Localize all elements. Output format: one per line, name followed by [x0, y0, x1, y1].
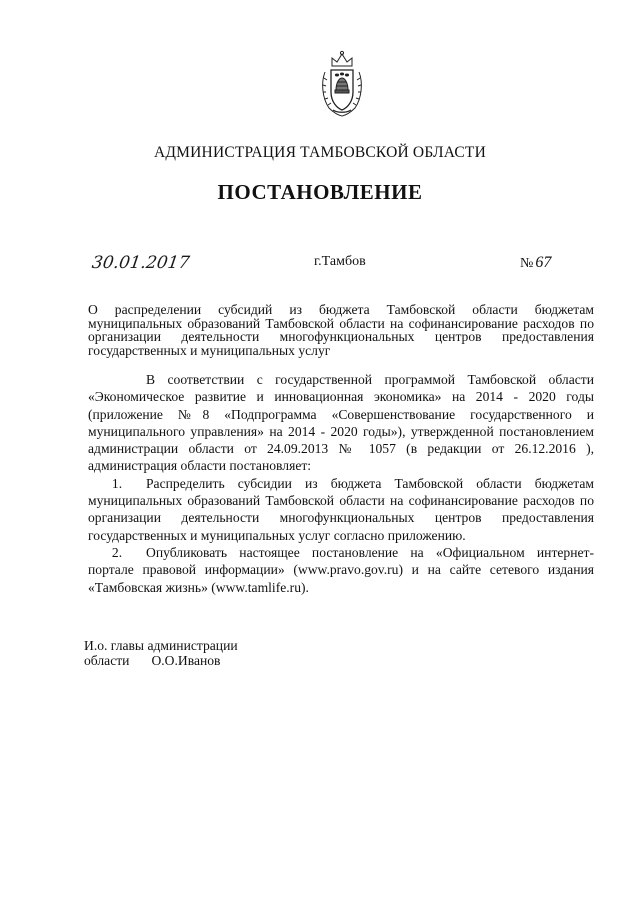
document-city: г.Тамбов	[314, 254, 366, 269]
item-number: 1.	[111, 475, 123, 491]
list-item	[88, 544, 594, 596]
signature-block	[84, 638, 238, 668]
item-text: Распределить субсидии из бюджета Тамбовской области бюджетам муниципальных образований Тамбовской области на софинансирование расходов по организации деятельности многофункциональных центров предоставления государственных и муниципальных услуг согласно приложению.	[88, 475, 594, 543]
document-type-title: ПОСТАНОВЛЕНИЕ	[217, 180, 423, 204]
document-number	[520, 254, 551, 272]
list-item	[88, 475, 594, 544]
document-date: 30.01.2017	[90, 253, 191, 273]
item-text: Опубликовать настоящее постановление на «Официальном интернет-портале правовой информации» (www.pravo.gov.ru) и на сайте сетевого издания «Тамбовская жизнь» (www.tamlife.ru).	[88, 544, 594, 595]
tambov-coat-of-arms-icon	[319, 50, 365, 118]
signatory-position-region: области	[84, 653, 130, 668]
signatory-line2	[84, 653, 238, 668]
document-subject: О распределении субсидий из бюджета Тамбовской области бюджетам муниципальных образований Тамбовской области на софинансирование расходов по организации деятельности многофункциональных центров предоставления государственных и муниципальных услуг	[88, 302, 594, 358]
signatory-name: О.О.Иванов	[151, 653, 221, 668]
number-prefix: №	[520, 256, 534, 271]
organization-name: АДМИНИСТРАЦИЯ ТАМБОВСКОЙ ОБЛАСТИ	[154, 144, 486, 161]
signatory-position: И.о. главы администрации	[84, 638, 238, 653]
number-value: 67	[535, 254, 552, 271]
item-number: 2.	[111, 544, 123, 560]
preamble-paragraph: В соответствии с государственной программой Тамбовской области «Экономическое развитие и инновационная экономика» на 2014 - 2020 годы (приложение №8 «Подпрограмма «Совершенствование государственного и муниципального управления» на 2014 - 2020 годы»), утвержденной постановлением администрации области от 24.09.2013 № 1057 (в редакции от 26.12.2016 ), администрация области постановляет:	[88, 372, 594, 474]
document-body	[88, 371, 594, 596]
